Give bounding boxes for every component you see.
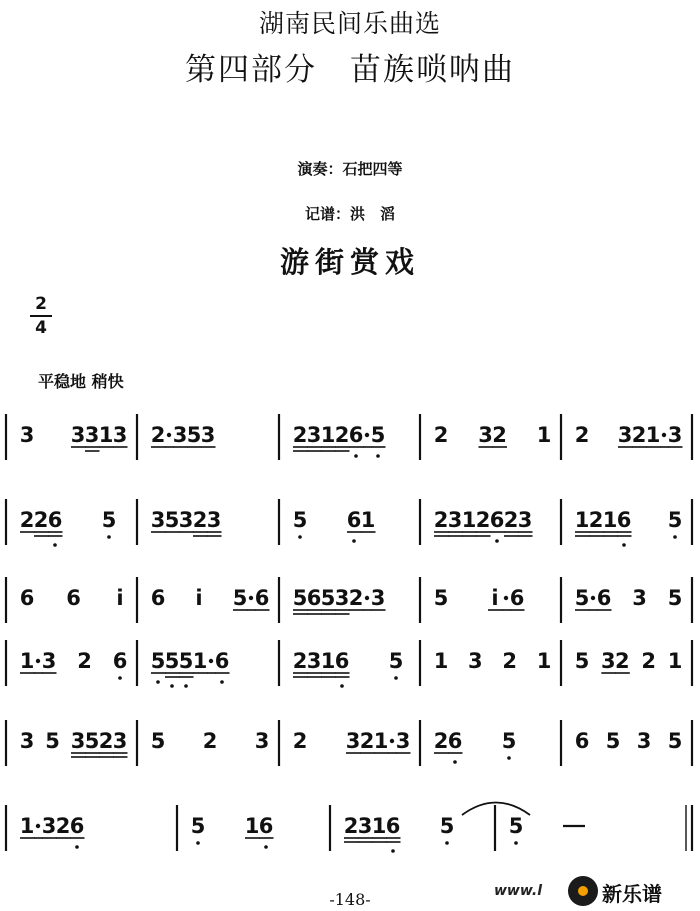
lower-octave-dot	[445, 841, 449, 845]
note: 5	[150, 729, 166, 753]
note: 1	[320, 649, 336, 673]
note: 2	[588, 508, 604, 532]
note: 2	[641, 649, 656, 673]
note: 2	[615, 649, 630, 673]
lower-octave-dot	[196, 841, 200, 845]
note: 5	[667, 586, 683, 610]
note: 5	[164, 508, 180, 532]
note: 6	[306, 586, 322, 610]
note: 5	[667, 729, 683, 753]
note: 6	[574, 729, 590, 753]
augmentation-dot	[36, 824, 40, 828]
lower-octave-dot	[340, 684, 344, 688]
note: 5	[439, 814, 455, 838]
section-title: 第四部分 苗族唢呐曲	[185, 52, 515, 88]
note: 5	[84, 729, 100, 753]
note: 5	[292, 586, 308, 610]
note: 1	[667, 649, 683, 673]
note: 3	[357, 814, 373, 838]
note: 2	[150, 423, 166, 447]
note: 2	[343, 814, 359, 838]
note: 6	[69, 814, 85, 838]
note: 3	[632, 586, 647, 610]
note: 3	[395, 729, 411, 753]
note: 6	[596, 586, 612, 610]
note: 3	[306, 649, 322, 673]
note: 3	[19, 729, 35, 753]
note: 5	[501, 729, 517, 753]
note: 2	[475, 508, 491, 532]
note: 5	[45, 729, 60, 753]
note: 2	[348, 586, 364, 610]
note: 6	[66, 586, 81, 610]
note: 1	[371, 814, 387, 838]
note: 3	[636, 729, 652, 753]
augmentation-dot	[390, 739, 394, 743]
note: 3	[667, 423, 683, 447]
note: 3	[306, 423, 322, 447]
note: 3	[468, 649, 483, 673]
watermark-brand: 新乐谱	[602, 882, 662, 906]
lower-octave-dot	[507, 756, 511, 760]
note: 3	[334, 586, 350, 610]
lower-octave-dot	[673, 535, 677, 539]
note: 3	[19, 423, 35, 447]
augmentation-dot	[504, 596, 508, 600]
note: 2	[433, 423, 449, 447]
note: 3	[206, 508, 222, 532]
note: 6	[19, 586, 35, 610]
lower-octave-dot	[354, 454, 358, 458]
watermark	[486, 872, 700, 911]
note: 2	[359, 729, 375, 753]
note: 2	[19, 508, 35, 532]
note: 1	[192, 649, 208, 673]
note: 3	[254, 729, 270, 753]
lower-octave-dot	[352, 539, 356, 543]
lower-octave-dot	[107, 535, 111, 539]
note: 2	[433, 729, 449, 753]
note: 2	[502, 649, 517, 673]
note: 3	[345, 729, 361, 753]
collection-title: 湖南民间乐曲选	[258, 9, 441, 38]
lower-octave-dot	[622, 543, 626, 547]
augmentation-dot	[365, 596, 369, 600]
note: 1	[19, 814, 35, 838]
note: 2	[433, 508, 449, 532]
note: 6	[214, 649, 230, 673]
lower-octave-dot	[53, 543, 57, 547]
note: 5	[574, 649, 590, 673]
note: 1	[536, 649, 552, 673]
watermark-url: www.l	[494, 883, 543, 899]
augmentation-dot	[662, 433, 666, 437]
note: 1	[645, 423, 661, 447]
note: 3	[447, 508, 463, 532]
lower-octave-dot	[156, 680, 160, 684]
note: 5	[186, 423, 202, 447]
note: 3	[41, 649, 57, 673]
note: 2	[292, 729, 308, 753]
note: 6	[346, 508, 362, 532]
time-signature-bottom: 4	[35, 318, 47, 338]
augmentation-dot	[249, 596, 253, 600]
note: 6	[385, 814, 401, 838]
augmentation-dot	[365, 433, 369, 437]
note: 3	[112, 729, 128, 753]
lower-octave-dot	[391, 849, 395, 853]
note: 6	[47, 508, 63, 532]
note: 3	[70, 729, 86, 753]
note: 3	[617, 423, 633, 447]
note: 1	[360, 508, 376, 532]
notation-credit: 记谱：洪 滔	[304, 205, 395, 223]
augmentation-dot	[209, 659, 213, 663]
note: 5	[508, 814, 524, 838]
lower-octave-dot	[220, 680, 224, 684]
note: 2	[33, 508, 49, 532]
note: 2	[574, 423, 590, 447]
note: 5	[150, 649, 166, 673]
note: 5	[667, 508, 683, 532]
note: 1	[98, 423, 114, 447]
note: 3	[517, 508, 533, 532]
note: 3	[200, 423, 216, 447]
note: 2	[192, 508, 208, 532]
note: 5	[370, 423, 386, 447]
tune-title: 游街赏戏	[279, 245, 420, 279]
augmentation-dot	[36, 659, 40, 663]
lower-octave-dot	[170, 684, 174, 688]
note: 6	[112, 649, 128, 673]
lower-octave-dot	[453, 760, 457, 764]
note: i	[195, 586, 203, 610]
note: 1	[461, 508, 477, 532]
lower-octave-dot	[376, 454, 380, 458]
note: 3	[70, 423, 86, 447]
augmentation-dot	[167, 433, 171, 437]
performer-credit: 演奏：石把四等	[297, 160, 403, 178]
note: 1	[574, 508, 590, 532]
lower-octave-dot	[495, 539, 499, 543]
note: 6	[616, 508, 632, 532]
lower-octave-dot	[184, 684, 188, 688]
note: 1	[373, 729, 389, 753]
note: 3	[112, 423, 128, 447]
note: 5	[190, 814, 206, 838]
note: 6	[447, 729, 463, 753]
note: 6	[489, 508, 505, 532]
note: 3	[41, 814, 57, 838]
note: 5	[292, 508, 308, 532]
note: 3	[84, 423, 100, 447]
note: 5	[164, 649, 180, 673]
note: 5	[232, 586, 248, 610]
lower-octave-dot	[118, 676, 122, 680]
note: 5	[574, 586, 590, 610]
note: 5	[178, 649, 194, 673]
note: 2	[292, 649, 308, 673]
note: 2	[334, 423, 350, 447]
lower-octave-dot	[514, 841, 518, 845]
lower-octave-dot	[298, 535, 302, 539]
note: 6	[334, 649, 350, 673]
note: 6	[150, 586, 166, 610]
note: 1	[536, 423, 552, 447]
lower-octave-dot	[264, 845, 268, 849]
page-number: -148-	[329, 890, 371, 909]
note: 2	[55, 814, 71, 838]
note: 2	[98, 729, 114, 753]
note: 5	[101, 508, 117, 532]
note: 2	[292, 423, 308, 447]
note: i	[491, 586, 499, 610]
note: 5	[320, 586, 336, 610]
note: 1	[244, 814, 260, 838]
lower-octave-dot	[75, 845, 79, 849]
time-signature-top: 2	[35, 294, 47, 314]
note: 2	[503, 508, 519, 532]
note: 2	[631, 423, 647, 447]
note: 2	[492, 423, 507, 447]
note: 3	[370, 586, 386, 610]
note: 2	[202, 729, 218, 753]
note: 5	[388, 649, 404, 673]
note: 6	[254, 586, 270, 610]
note: 3	[172, 423, 188, 447]
note: 1	[320, 423, 336, 447]
note: 1	[602, 508, 618, 532]
augmentation-dot	[591, 596, 595, 600]
note: 3	[601, 649, 616, 673]
note: 1	[19, 649, 35, 673]
record-disc-icon	[568, 876, 598, 906]
note: 5	[433, 586, 449, 610]
tempo-marking: 平稳地 稍快	[38, 372, 124, 391]
note: 6	[348, 423, 364, 447]
note: 6	[509, 586, 525, 610]
lower-octave-dot	[394, 676, 398, 680]
note: 3	[150, 508, 166, 532]
note: 1	[433, 649, 449, 673]
note: 3	[178, 508, 194, 532]
note: i	[116, 586, 124, 610]
note: 2	[77, 649, 92, 673]
note: 5	[605, 729, 621, 753]
note: 6	[258, 814, 274, 838]
note: 3	[478, 423, 493, 447]
